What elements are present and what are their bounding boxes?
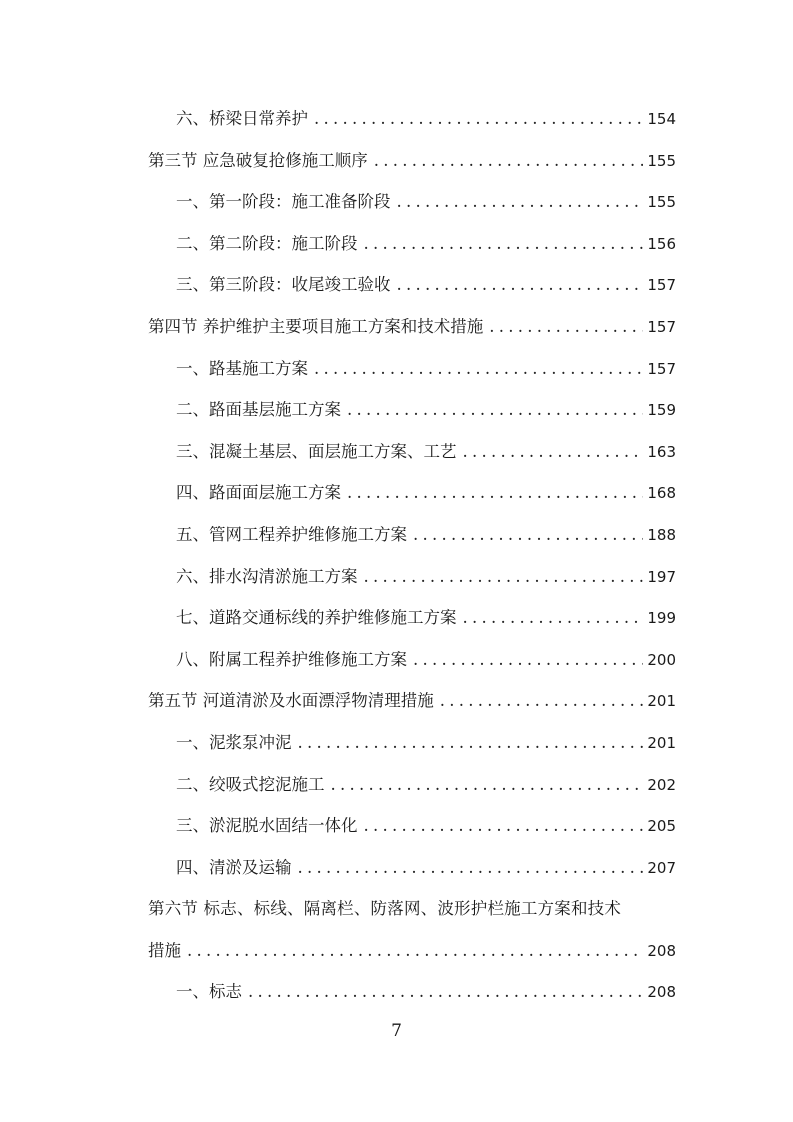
toc-entry-section6-line1[interactable] [148,888,676,930]
toc-entry[interactable] [148,639,676,681]
toc-entry[interactable] [148,348,676,390]
toc-entry-page: 207 [647,858,676,877]
toc-entry[interactable] [148,556,676,598]
toc-leader-dots [331,764,644,806]
toc-entry-label: 第五节 河道清淤及水面漂浮物清理措施 [148,691,434,711]
toc-entry-label: 一、标志 [176,982,242,1002]
toc-entry[interactable] [148,264,676,306]
toc-entry-label: 一、第一阶段：施工准备阶段 [176,192,391,212]
toc-entry-label: 第六节 标志、标线、隔离栏、防落网、波形护栏施工方案和技术 [148,899,622,919]
toc-leader-dots [489,306,643,348]
toc-entry-page: 188 [647,525,676,544]
toc-leader-dots [463,597,644,639]
toc-leader-dots [413,514,643,556]
toc-entry-page: 157 [647,276,676,295]
toc-leader-dots [374,140,644,182]
toc-leader-dots [440,680,644,722]
toc-leader-dots [298,847,644,889]
toc-entry[interactable] [148,431,676,473]
toc-entry-page: 157 [647,359,676,378]
toc-entry-page: 197 [647,567,676,586]
toc-entry-label: 一、路基施工方案 [176,358,308,378]
toc-leader-dots [364,556,644,598]
toc-entry-label: 八、附属工程养护维修施工方案 [176,649,407,669]
toc-entry[interactable] [148,389,676,431]
toc-leader-dots [314,98,643,140]
toc-entry-page: 163 [647,442,676,461]
toc-entry-page: 156 [647,234,676,253]
toc-entry[interactable] [148,764,676,806]
toc-entry-page: 208 [647,941,676,960]
toc-entry-label: 三、第三阶段：收尾竣工验收 [176,275,391,295]
toc-entry-page: 154 [647,110,676,128]
toc-leader-dots [347,389,643,431]
toc-entry-label: 四、路面面层施工方案 [176,483,341,503]
toc-entry-label: 二、绞吸式挖泥施工 [176,774,325,794]
page-number: 7 [391,1021,402,1041]
toc-entry[interactable] [148,472,676,514]
toc-entry[interactable] [148,306,676,348]
toc-leader-dots [314,348,643,390]
toc-entry-label: 五、管网工程养护维修施工方案 [176,524,407,544]
toc-leader-dots [413,639,643,681]
toc-entry-label: 第三节 应急破复抢修施工顺序 [148,150,368,170]
toc-leader-dots [347,472,643,514]
toc-leader-dots [248,971,643,1013]
toc-entry-page: 205 [647,817,676,836]
toc-entry-label: 六、桥梁日常养护 [176,109,308,128]
toc-entry[interactable] [148,98,676,140]
toc-entry-page: 157 [647,317,676,336]
toc-entry-page: 159 [647,401,676,420]
toc-entry-page: 201 [647,733,676,752]
toc-leader-dots [364,223,644,265]
toc-leader-dots [298,722,644,764]
toc-entry[interactable] [148,847,676,889]
toc-entry-page: 168 [647,484,676,503]
table-of-contents [148,98,676,1013]
toc-entry-page: 201 [647,692,676,711]
toc-leader-dots [397,264,644,306]
toc-entry-page: 155 [647,151,676,170]
toc-entry-label: 二、路面基层施工方案 [176,400,341,420]
toc-entry[interactable] [148,971,676,1013]
toc-entry-section6-line2[interactable] [148,930,676,972]
toc-entry-page: 155 [647,193,676,212]
toc-entry[interactable] [148,805,676,847]
toc-entry-label: 二、第二阶段：施工阶段 [176,233,358,253]
toc-entry-label: 四、清淤及运输 [176,857,292,877]
toc-entry-label: 第四节 养护维护主要项目施工方案和技术措施 [148,316,484,336]
toc-entry-page: 208 [647,983,676,1002]
toc-entry[interactable] [148,181,676,223]
toc-leader-dots [364,805,644,847]
toc-entry-label: 措施 [148,940,181,960]
toc-entry-label: 六、排水沟清淤施工方案 [176,566,358,586]
toc-entry-label: 三、混凝土基层、面层施工方案、工艺 [176,441,457,461]
toc-entry[interactable] [148,223,676,265]
toc-entry-label: 一、泥浆泵冲泥 [176,732,292,752]
toc-leader-dots [463,431,644,473]
toc-entry-label: 七、道路交通标线的养护维修施工方案 [176,608,457,628]
toc-entry-page: 202 [647,775,676,794]
toc-entry[interactable] [148,680,676,722]
toc-entry[interactable] [148,722,676,764]
toc-entry-label: 三、淤泥脱水固结一体化 [176,816,358,836]
toc-entry[interactable] [148,140,676,182]
toc-entry[interactable] [148,597,676,639]
toc-entry-page: 200 [647,650,676,669]
toc-leader-dots [397,181,644,223]
toc-leader-dots [187,930,643,972]
toc-entry[interactable] [148,514,676,556]
toc-entry-page: 199 [647,609,676,628]
